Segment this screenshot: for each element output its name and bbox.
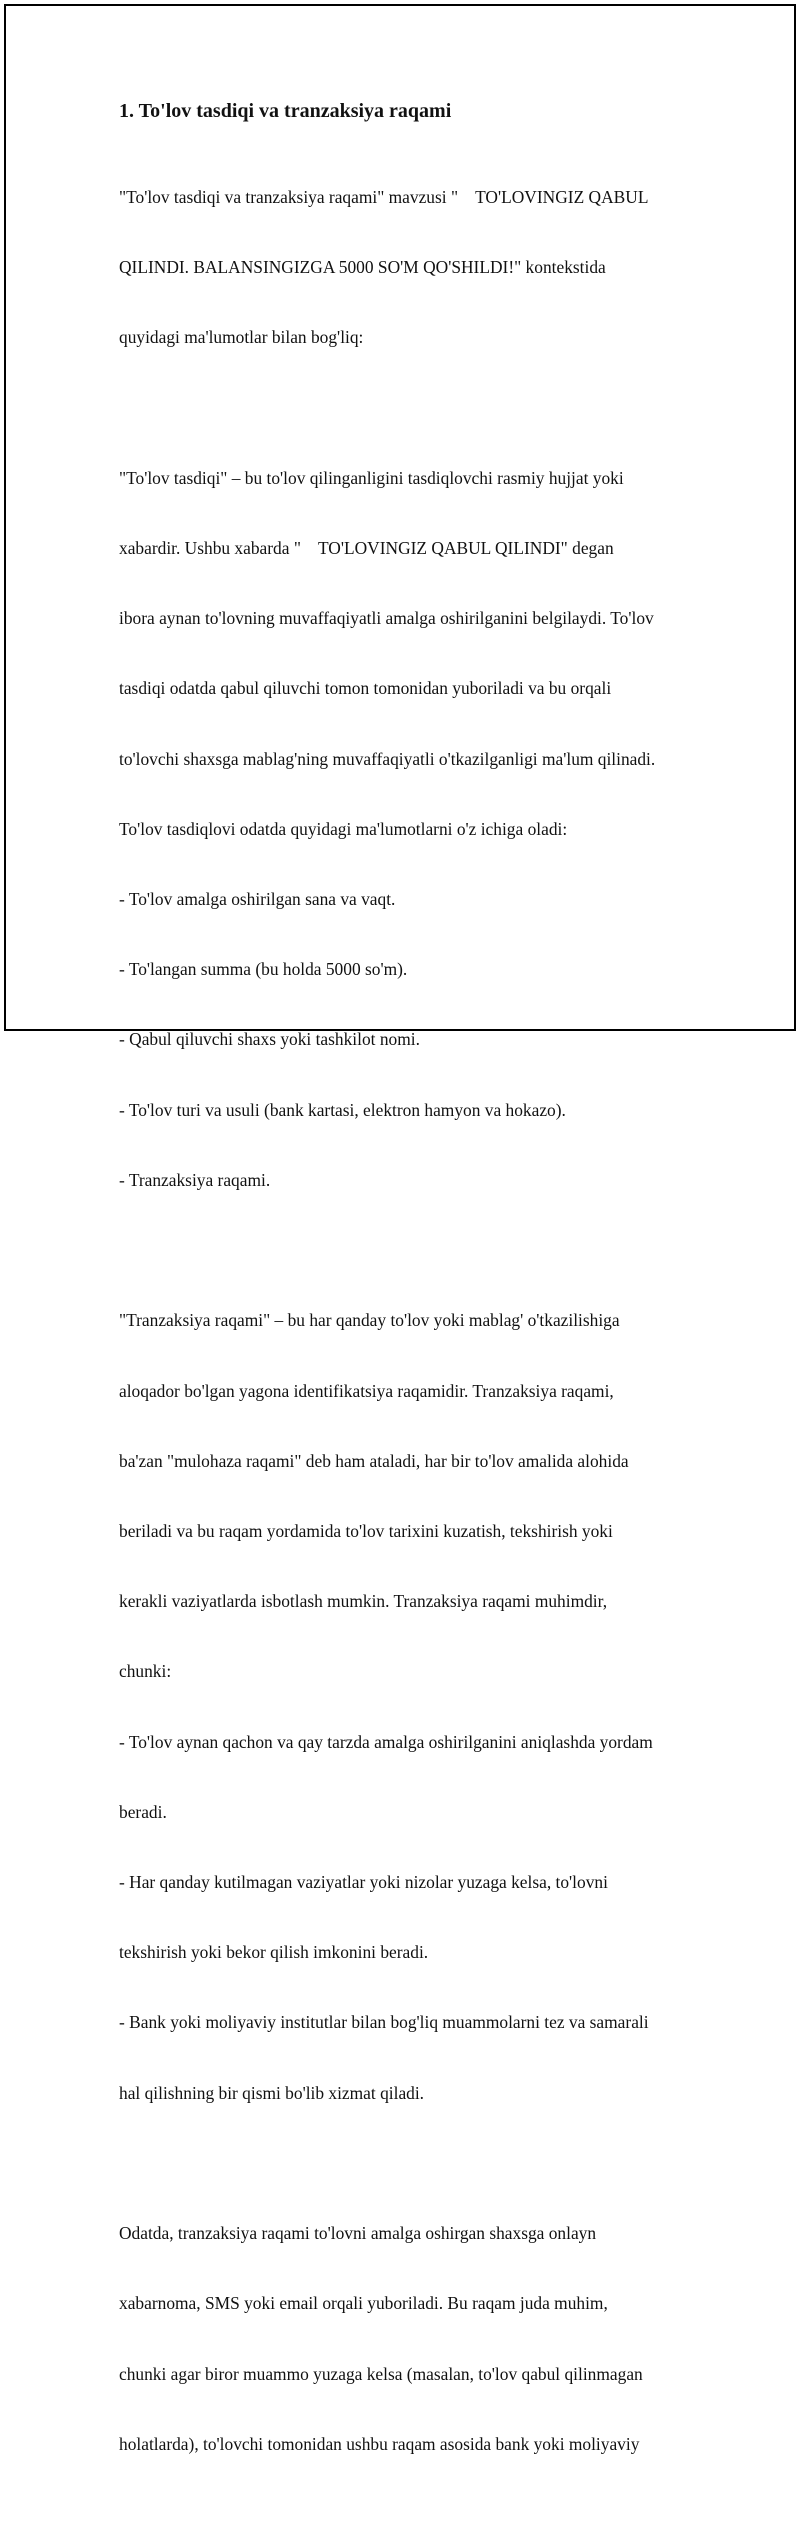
text-line: chunki: xyxy=(119,1661,172,1682)
text-line: chunki agar biror muammo yuzaga kelsa (masalan, to'lov qabul qilinmagan xyxy=(119,2363,643,2384)
text-line: xabardir. Ushbu xabarda " TO'LOVINGIZ QABUL QILINDI" degan xyxy=(119,537,614,558)
list-item: - To'lov aynan qachon va qay tarzda amalga oshirilganini aniqlashda yordam xyxy=(119,1731,653,1752)
list-item: - To'lov turi va usuli (bank kartasi, elektron hamyon va hokazo). xyxy=(119,1099,566,1120)
list-item: - Har qanday kutilmagan vaziyatlar yoki nizolar yuzaga kelsa, to'lovni xyxy=(119,1872,608,1893)
list-item: - Tranzaksiya raqami. xyxy=(119,1169,271,1190)
text-line: ibora aynan to'lovning muvaffaqiyatli amalga oshirilganini belgilaydi. To'lov xyxy=(119,608,654,629)
text-line: to'lovchi shaxsga mablag'ning muvaffaqiyatli o'tkazilganligi ma'lum qilinadi. xyxy=(119,748,656,769)
text-line: Odatda, tranzaksiya raqami to'lovni amalga oshirgan shaxsga onlayn xyxy=(119,2223,597,2244)
list-item: tekshirish yoki bekor qilish imkonini beradi. xyxy=(119,1942,429,1963)
text-line: quyidagi ma'lumotlar bilan bog'liq: xyxy=(119,327,364,348)
text-line: To'lov tasdiqlovi odatda quyidagi ma'lumotlarni o'z ichiga oladi: xyxy=(119,818,568,839)
document-body xyxy=(119,98,699,2526)
paragraph-transaction-number xyxy=(119,1262,699,2151)
list-item: hal qilishning bir qismi bo'lib xizmat qiladi. xyxy=(119,2082,425,2103)
paragraph-intro xyxy=(119,139,699,396)
page-frame xyxy=(4,4,796,2454)
text-line: "To'lov tasdiqi" – bu to'lov qilinganligini tasdiqlovchi rasmiy hujjat yoki xyxy=(119,467,624,488)
list-item: - Bank yoki moliyaviy institutlar bilan bog'liq muammolarni tez va samarali xyxy=(119,2012,649,2033)
paragraph-notification xyxy=(119,2175,699,2503)
list-item: - To'lov amalga oshirilgan sana va vaqt. xyxy=(119,888,396,909)
text-line: "Tranzaksiya raqami" – bu har qanday to'lov yoki mablag' o'tkazilishiga xyxy=(119,1310,620,1331)
section-heading: 1. To'lov tasdiqi va tranzaksiya raqami xyxy=(119,100,452,122)
text-line: aloqador bo'lgan yagona identifikatsiya raqamidir. Tranzaksiya raqami, xyxy=(119,1380,614,1401)
text-line: holatlarda), to'lovchi tomonidan ushbu raqam asosida bank yoki moliyaviy xyxy=(119,2433,640,2454)
list-item: - Qabul qiluvchi shaxs yoki tashkilot nomi. xyxy=(119,1029,420,1050)
list-item: - To'langan summa (bu holda 5000 so'm). xyxy=(119,959,408,980)
text-line: ba'zan "mulohaza raqami" deb ham ataladi, har bir to'lov amalida alohida xyxy=(119,1450,629,1471)
text-line: beriladi va bu raqam yordamida to'lov tarixini kuzatish, tekshirish yoki xyxy=(119,1520,613,1541)
paragraph-payment-confirmation xyxy=(119,420,699,1239)
text-line: "To'lov tasdiqi va tranzaksiya raqami" mavzusi " TO'LOVINGIZ QABUL xyxy=(119,186,649,207)
text-line: xabarnoma, SMS yoki email orqali yuboriladi. Bu raqam juda muhim, xyxy=(119,2293,608,2314)
text-line: QILINDI. BALANSINGIZGA 5000 SO'M QO'SHILDI!" kontekstida xyxy=(119,257,606,278)
list-item: beradi. xyxy=(119,1801,167,1822)
text-line: kerakli vaziyatlarda isbotlash mumkin. Tranzaksiya raqami muhimdir, xyxy=(119,1591,608,1612)
text-line: tasdiqi odatda qabul qiluvchi tomon tomonidan yuboriladi va bu orqali xyxy=(119,678,612,699)
